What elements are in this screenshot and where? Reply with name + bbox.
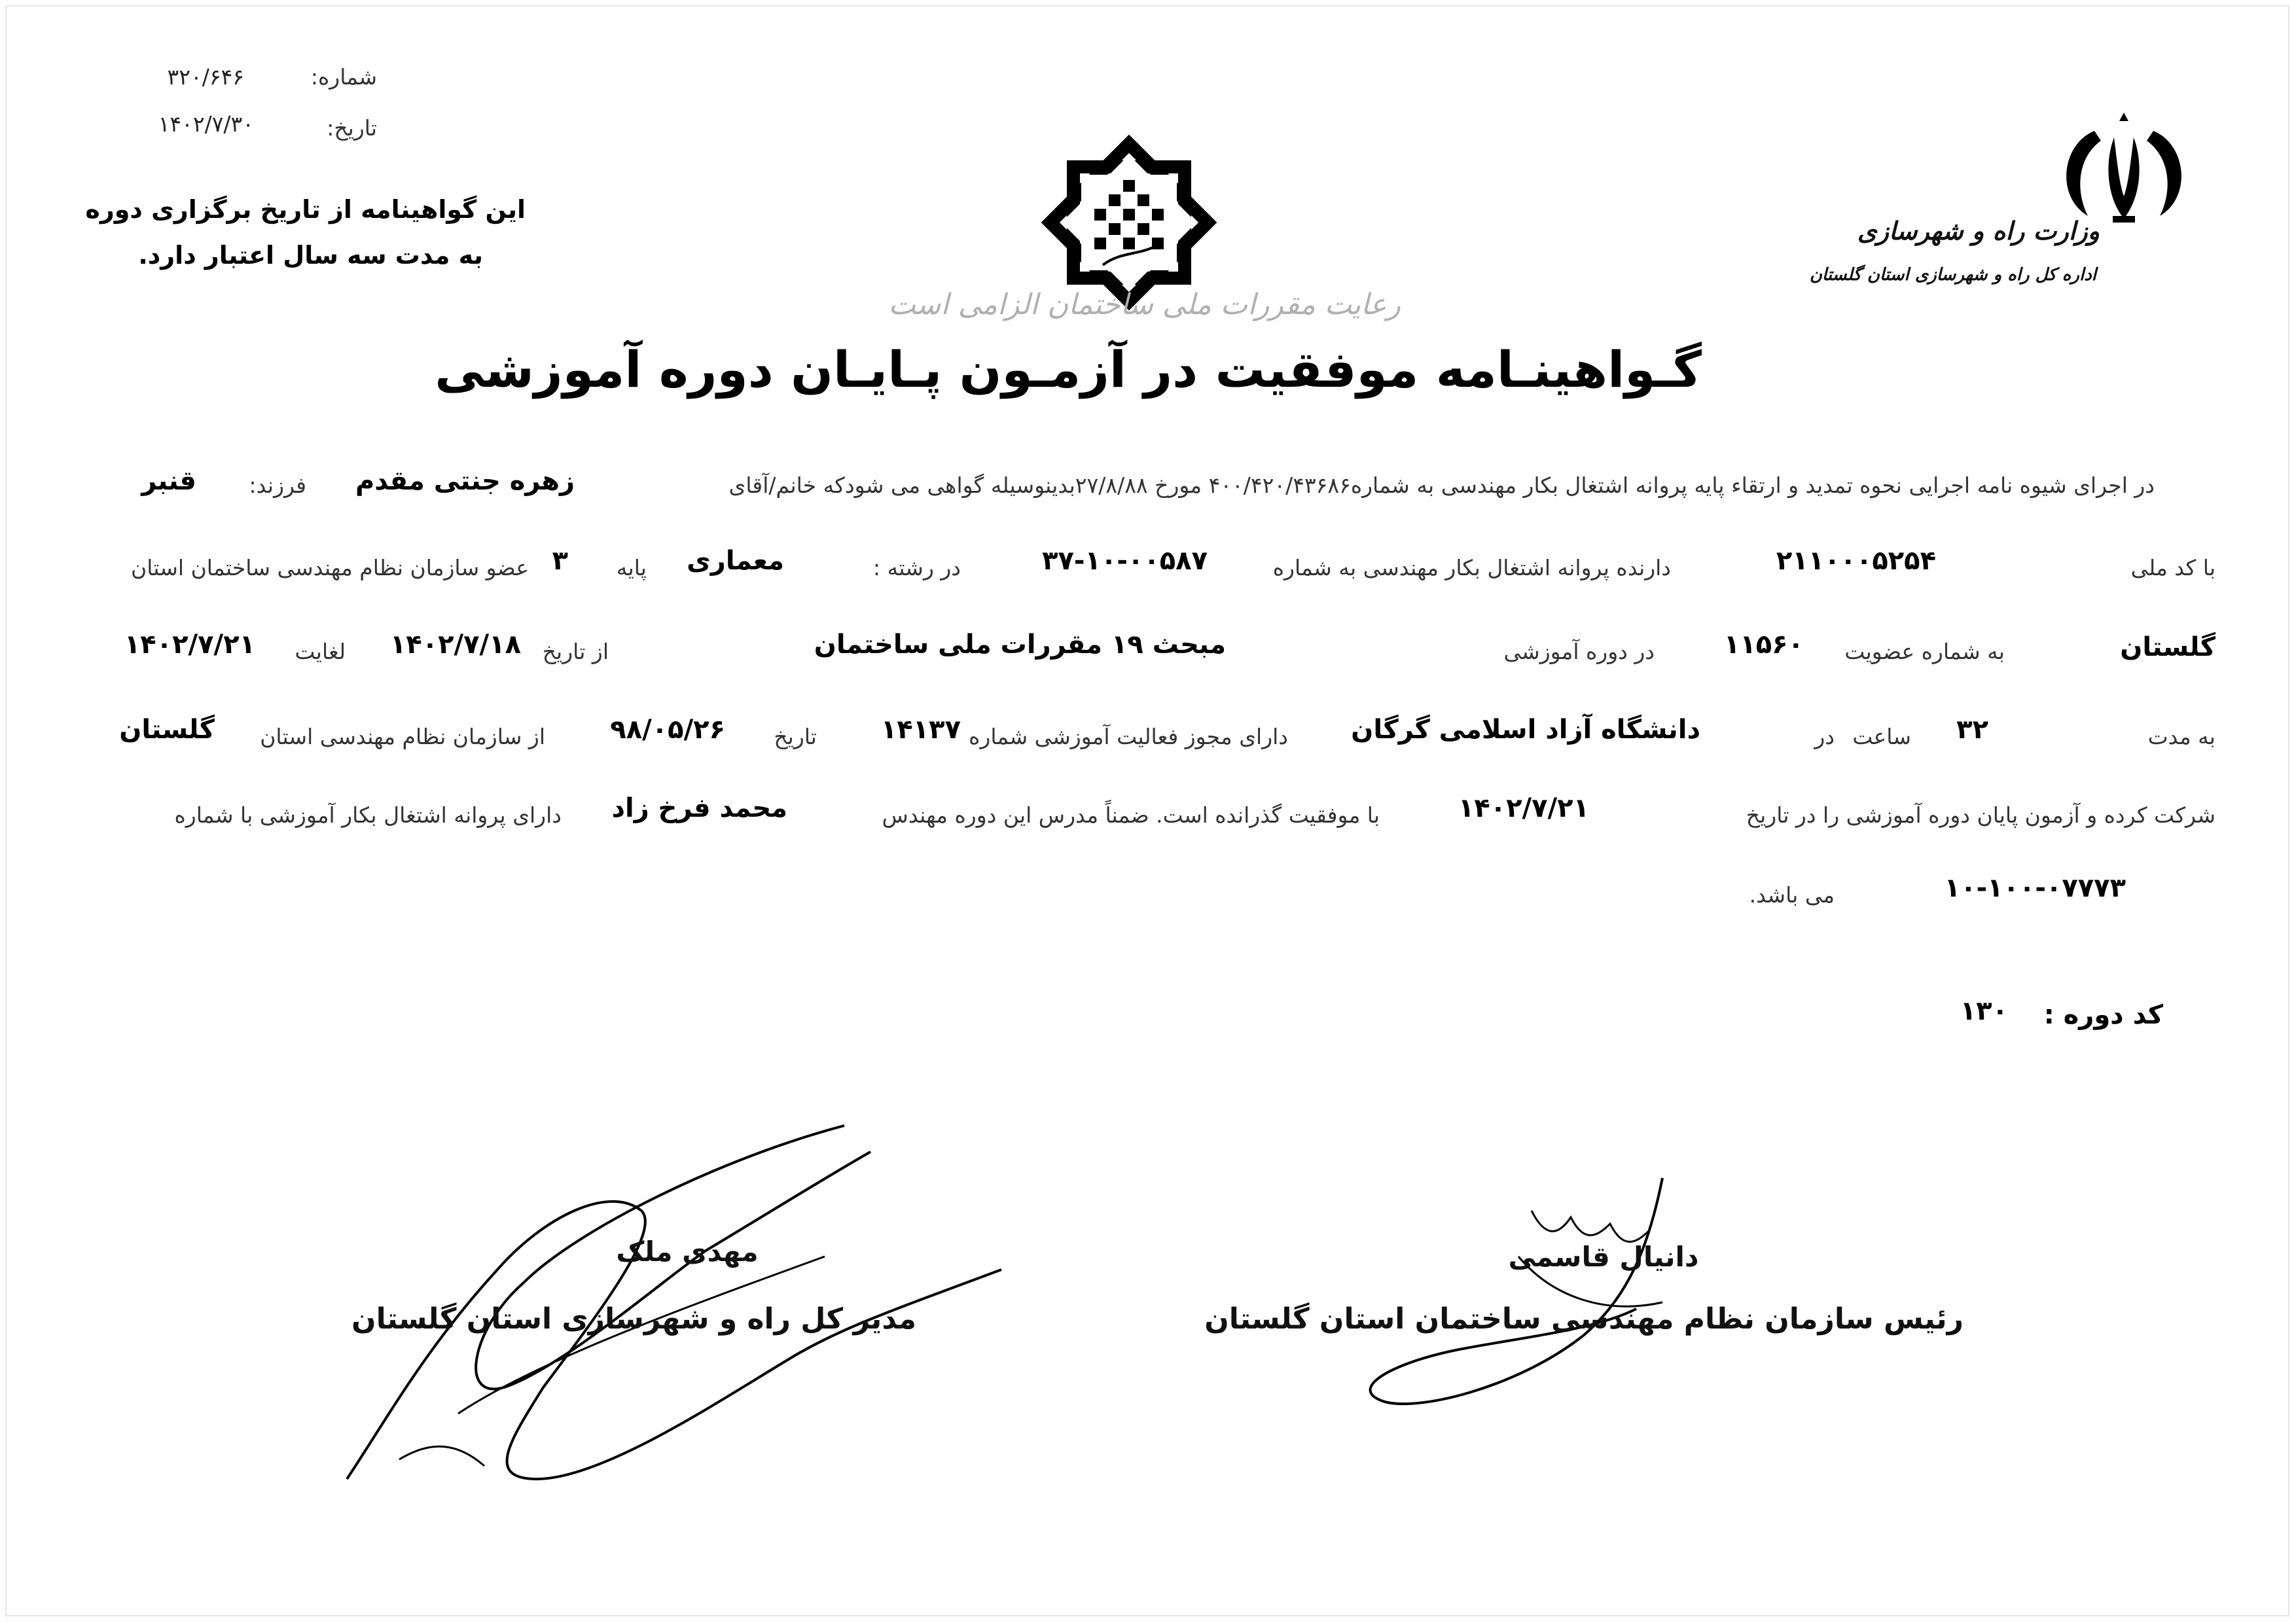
exam-label: شرکت کرده و آزمون پایان دوره آموزشی را در تاریخ: [1746, 802, 2215, 828]
date-label: تاریخ:: [327, 115, 377, 141]
left-signatory-role: مدیر کل راه و شهرسازی استان گلستان: [351, 1302, 916, 1336]
permit-date: ۹۸/۰۵/۲۶: [610, 715, 725, 745]
person-name: زهره جنتی مقدم: [355, 466, 575, 496]
validity-note-line1: این گواهینامه از تاریخ برگزاری دوره: [85, 195, 526, 224]
to-date: ۱۴۰۲/۷/۲۱: [124, 630, 255, 660]
grade-label: پایه: [616, 555, 647, 580]
in-label: در: [1814, 724, 1835, 749]
course-label: در دوره آموزشی: [1503, 639, 1655, 664]
from-date-label: از تاریخ: [542, 639, 609, 664]
national-code: ۲۱۱۰۰۰۵۲۵۴: [1776, 546, 1936, 576]
institution-name: دانشگاه آزاد اسلامی گرگان: [1351, 715, 1700, 745]
org-label: از سازمان نظام مهندسی استان: [260, 724, 545, 749]
father-name: قنبر: [141, 466, 196, 496]
certificate-title: گـواهینـامه موفقیت در آزمـون پـایـان دوره آموزشی: [435, 340, 1702, 399]
permit-number: ۱۴۱۳۷: [880, 715, 961, 745]
course-code-label: کد دوره :: [2043, 1000, 2163, 1030]
date-value: ۱۴۰۲/۷/۳۰: [158, 111, 254, 137]
iran-emblem-icon: [2049, 118, 2199, 229]
member-province: گلستان: [2120, 632, 2215, 662]
instructor-name: محمد فرخ زاد: [611, 793, 787, 823]
passed-text: با موفقیت گذرانده است. ضمناً مدرس این دوره مهندس: [882, 802, 1380, 828]
duration-label: به مدت: [2147, 724, 2215, 749]
grade-value: ۳: [552, 546, 568, 576]
license-number: ۳۷-۱۰-۰۰۵۸۷: [1042, 546, 1208, 576]
left-signatory-name: مهدی ملک: [616, 1236, 759, 1268]
permit-label: دارای مجوز فعالیت آموزشی شماره: [969, 724, 1288, 749]
national-code-label: با کد ملی: [2130, 555, 2215, 580]
membership-label: به شماره عضویت: [1844, 639, 2005, 664]
course-code: ۱۳۰: [1960, 996, 2008, 1026]
ministry-name: وزارت راه و شهرسازی: [1857, 216, 2100, 245]
member-label: عضو سازمان نظام مهندسی ساختمان استان: [131, 555, 529, 580]
hours-label: ساعت: [1852, 724, 1911, 749]
org-province: گلستان: [119, 715, 215, 745]
license-label: دارنده پروانه اشتغال بکار مهندسی به شماره: [1272, 555, 1671, 580]
slogan: رعایت مقررات ملی ساختمان الزامی است: [888, 288, 1401, 321]
course-name: مبحث ۱۹ مقررات ملی ساختمان: [814, 630, 1226, 660]
right-signatory-name: دانیال قاسمی: [1508, 1241, 1699, 1273]
hours-value: ۳۲: [1956, 715, 1988, 745]
to-date-label: لغایت: [295, 639, 346, 664]
membership-number: ۱۱۵۶۰: [1723, 630, 1804, 660]
exam-date: ۱۴۰۲/۷/۲۱: [1458, 793, 1589, 823]
child-of-label: فرزند:: [249, 473, 306, 498]
building-regulations-star-logo: [1041, 134, 1217, 311]
number-value: ۳۲۰/۶۴۶: [167, 64, 244, 90]
right-signatory-role: رئیس سازمان نظام مهندسی ساختمان استان گلستان: [1204, 1302, 1964, 1336]
validity-note-line2: به مدت سه سال اعتبار دارد.: [138, 241, 483, 270]
field-value: معماری: [687, 546, 784, 576]
from-date: ۱۴۰۲/۷/۱۸: [389, 630, 521, 660]
field-label: در رشته :: [873, 555, 961, 580]
suffix-text: می باشد.: [1749, 882, 1835, 908]
number-label: شماره:: [310, 64, 377, 90]
permit-date-label: تاریخ: [774, 724, 817, 749]
instructor-license: ۱۰-۱۰۰-۰۷۷۷۳: [1944, 873, 2126, 903]
intro-text: در اجرای شیوه نامه اجرایی نحوه تمدید و ارتقاء پایه پروانه اشتغال بکار مهندسی به شماره۴۰۰/۴۲۰/۴۳۶۸۶ مورخ ۲۷/۸/۸۸بدینوسیله گواهی می شودکه خانم/آقای: [728, 473, 2155, 498]
ministry-office: اداره کل راه و شهرسازی استان گلستان: [1809, 265, 2096, 285]
instructor-license-label: دارای پروانه اشتغال بکار آموزشی با شماره: [174, 802, 562, 828]
